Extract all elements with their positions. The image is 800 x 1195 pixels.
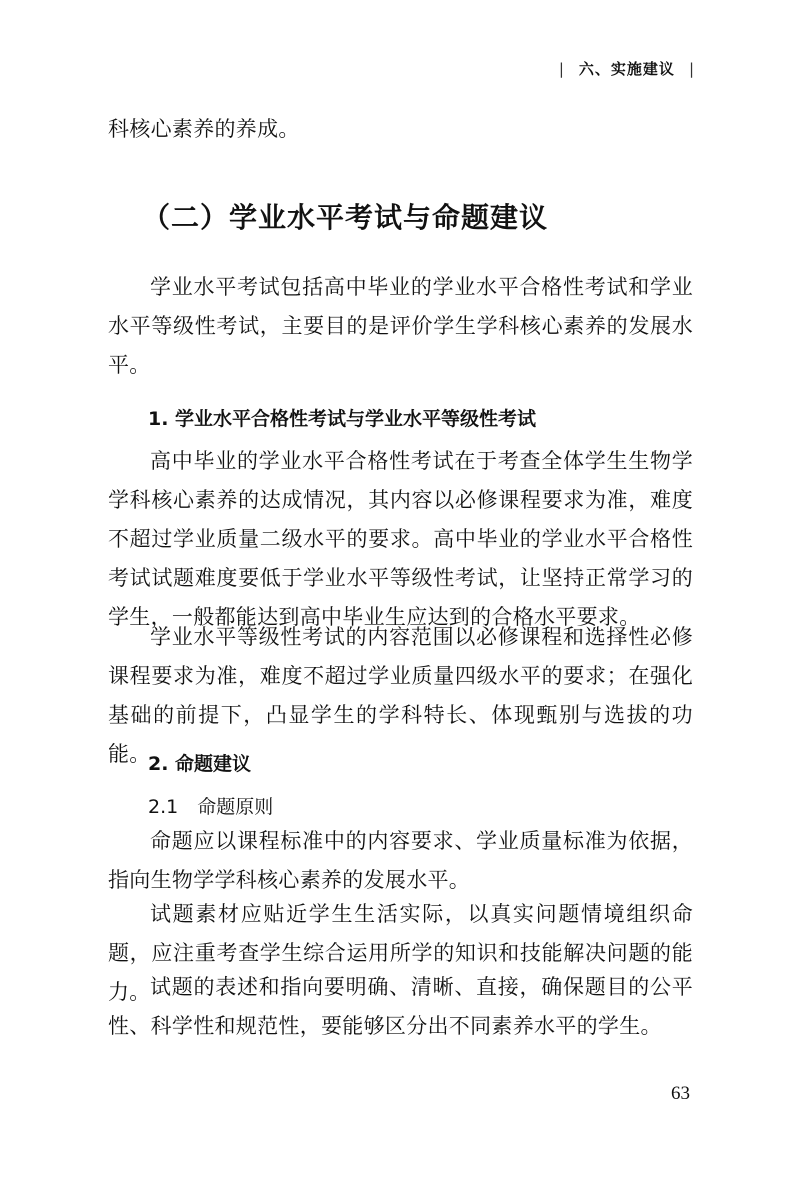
header-divider-right: |	[688, 59, 695, 78]
continuation-text: 科核心素养的养成。	[108, 117, 300, 141]
section-title: （二）学业水平考试与命题建议	[142, 201, 549, 234]
subsection-1-paragraph-1: 高中毕业的学业水平合格性考试在于考查全体学生生物学学科核心素养的达成情况，其内容以必修课程要求为准，难度不超过学业质量二级水平的要求。高中毕业的学业水平合格性考试试题难度要低于学业水平等级性考试，让坚持正常学习的学生，一般都能达到高中毕业生应达到的合格水平要求。	[108, 449, 693, 629]
subsection-1-heading: 1. 学业水平合格性考试与学业水平等级性考试	[148, 408, 537, 430]
subsection-2-paragraph-3: 试题的表述和指向要明确、清晰、直接，确保题目的公平性、科学性和规范性，要能够区分出不同素养水平的学生。	[108, 975, 693, 1038]
subsection-2-paragraph-1: 命题应以课程标准中的内容要求、学业质量标准为依据，指向生物学学科核心素养的发展水平。	[108, 829, 693, 892]
subsection-2-heading: 2. 命题建议	[148, 753, 252, 775]
subsection-2-paragraph-2: 试题素材应贴近学生生活实际，以真实问题情境组织命题，应注重考查学生综合运用所学的知识和技能解决问题的能力。	[108, 902, 693, 1004]
header-section-title: 六、实施建议	[578, 60, 675, 78]
running-header	[559, 58, 695, 79]
header-divider-left: |	[558, 59, 565, 78]
subsection-1-paragraph-2: 学业水平等级性考试的内容范围以必修课程和选择性必修课程要求为准，难度不超过学业质量四级水平的要求；在强化基础的前提下，凸显学生的学科特长、体现甄别与选拔的功能。	[108, 625, 693, 766]
intro-paragraph: 学业水平考试包括高中毕业的学业水平合格性考试和学业水平等级性考试，主要目的是评价学生学科核心素养的发展水平。	[108, 275, 693, 377]
subsection-2-1-heading: 2.1 命题原则	[148, 796, 274, 818]
page-number: 63	[671, 1083, 690, 1104]
